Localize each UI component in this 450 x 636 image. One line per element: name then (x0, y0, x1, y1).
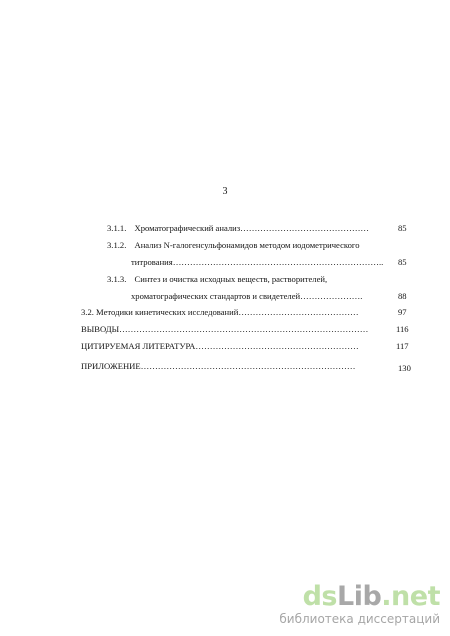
toc-entry-number: 3.1.2. (107, 240, 127, 250)
watermark-subtitle: библиотека диссертаций (279, 612, 440, 626)
toc-entry-title: Анализ N-галогенсульфонамидов методом иодометрического (134, 240, 360, 250)
toc-entry-page: 85 (398, 223, 407, 233)
toc-entry-title: Методики кинетических исследований…………………………………… (96, 307, 359, 317)
toc-entry-page: 88 (398, 291, 407, 301)
toc-entry-title: Хроматографический анализ……………………………………… (134, 223, 370, 233)
toc-entry-title: Синтез и очистка исходных веществ, растворителей, (134, 274, 328, 284)
toc-entry-references: ЦИТИРУЕМАЯ ЛИТЕРАТУРА………………………………………………… (81, 341, 359, 351)
toc-entry-3-1-1 (107, 223, 369, 234)
toc-entry-page: 85 (398, 257, 407, 267)
toc-entry-appendix: ПРИЛОЖЕНИЕ………………………………………………………………… (81, 361, 356, 371)
toc-entry-3-1-3-continuation: хроматографических стандартов и свидетелей…………………. (131, 291, 363, 301)
toc-entry-3-2 (81, 307, 359, 318)
toc-entry-number: 3.1.3. (107, 274, 127, 284)
watermark (279, 583, 440, 626)
toc-entry-conclusions: ВЫВОДЫ…………………………………………………………………………… (81, 324, 369, 334)
toc-entry-page: 117 (396, 341, 409, 351)
toc-entry-3-1-2-continuation: титрования……………………………………………………………….. (131, 257, 384, 267)
toc-entry-3-1-2 (107, 240, 360, 251)
page-number: 3 (222, 186, 228, 197)
watermark-logo: dsLib.net (302, 581, 440, 612)
toc-entry-3-1-3 (107, 274, 327, 285)
toc-entry-page: 97 (398, 307, 407, 317)
toc-entry-page: 130 (398, 363, 411, 373)
toc-entry-number: 3.2. (81, 307, 94, 317)
toc-entry-number: 3.1.1. (107, 223, 127, 233)
toc-entry-page: 116 (396, 324, 409, 334)
